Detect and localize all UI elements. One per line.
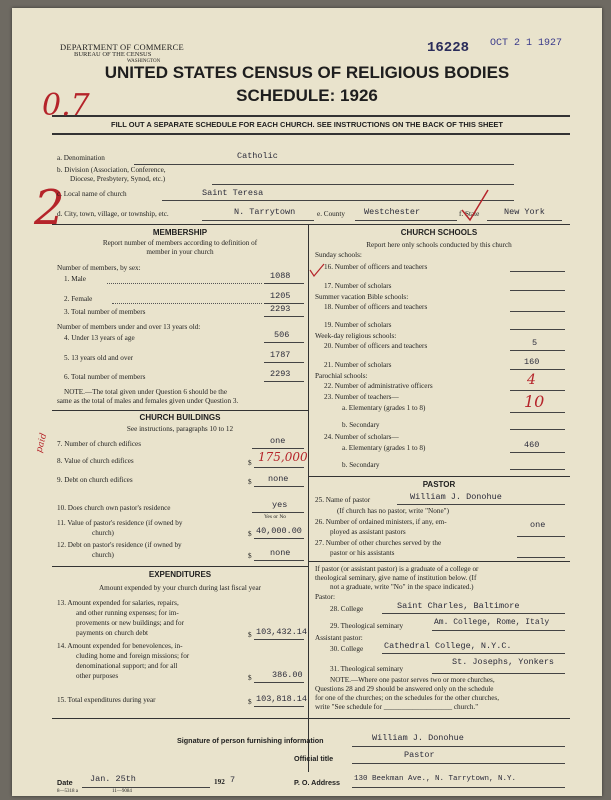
buildings-title: CHURCH BUILDINGS [139, 413, 221, 422]
membership-intro: Report number of members according to definition of [102, 239, 258, 247]
received-stamp: OCT 2 1 1927 [490, 38, 563, 49]
city-label: d. City, town, village, or township, etc. [57, 210, 169, 218]
bureau-name: BUREAU OF THE CENSUS [74, 51, 152, 58]
form-title: UNITED STATES CENSUS OF RELIGIOUS BODIES [104, 63, 510, 82]
pastor-title: PASTOR [422, 480, 456, 489]
serial-number: 16228 [427, 40, 470, 56]
total-expenditures-value: 103,818.14 [256, 694, 308, 704]
edifice-debt-value: none [268, 474, 289, 484]
pastor-seminary-value: Am. College, Rome, Italy [434, 618, 550, 627]
pastor-name-value: William J. Donohue [410, 492, 502, 502]
running-expenses-value: 103,432.14 [256, 627, 308, 637]
state-value: New York [504, 207, 545, 217]
male-value: 1088 [270, 271, 291, 281]
elementary-scholars-value: 460 [524, 440, 540, 450]
po-address-value: 130 Beekman Ave., N. Tarrytown, N.Y. [354, 775, 517, 783]
schools-title: CHURCH SCHOOLS [400, 228, 478, 237]
check-mark-icon [462, 190, 488, 220]
county-value: Westchester [364, 207, 421, 217]
elementary-teachers-value: 10 [524, 392, 545, 411]
signature-value: William J. Donohue [372, 733, 464, 743]
admin-officers-value: 4 [527, 372, 536, 388]
edifice-value: 175,000 [258, 450, 308, 464]
city-name: WASHINGTON [127, 59, 161, 64]
female-value: 1205 [270, 291, 291, 301]
form-instruction: FILL OUT A SEPARATE SCHEDULE FOR EACH CHURCH. SEE INSTRUCTIONS ON THE BACK OF THIS SHEET [111, 120, 503, 129]
year-value: 7 [230, 775, 236, 785]
check-mark-icon [310, 264, 324, 276]
check-marks [302, 178, 552, 388]
division-label: b. Division (Association, Conference, [57, 166, 166, 174]
denomination-label: a. Denomination [57, 154, 105, 162]
weekday-scholars-value: 160 [524, 357, 540, 367]
total-members-2-value: 2293 [270, 369, 291, 379]
over-13-value: 1787 [270, 350, 291, 360]
city-value: N. Tarrytown [234, 207, 296, 217]
under-13-value: 506 [274, 330, 290, 340]
division-label-2: Diocese, Presbytery, Synod, etc.) [70, 175, 166, 183]
church-name-value: Saint Teresa [202, 188, 264, 198]
church-name-label: c. Local name of church [57, 190, 127, 198]
total-members-value: 2293 [270, 304, 291, 314]
denomination-value: Catholic [237, 151, 278, 161]
weekday-teachers-value: 5 [532, 338, 538, 348]
dept-name: DEPARTMENT OF COMMERCE [60, 42, 184, 52]
expenditures-title: EXPENDITURES [148, 570, 212, 579]
handwritten-code: 0.7 [42, 88, 90, 123]
assistant-college-value: Cathedral College, N.Y.C. [384, 641, 512, 651]
residence-value: 40,000.00 [256, 526, 302, 536]
official-title-value: Pastor [404, 750, 435, 760]
state-label: f. State [459, 210, 480, 218]
census-form: DEPARTMENT OF COMMERCE BUREAU OF THE CENSUS WASHINGTON 16228 OCT 2 1 1927 UNITED STATES CENSUS OF RELIGIOUS BODIES SCHEDULE: 1926 FILL OUT A SEPARATE SCHEDULE FOR EACH CHURCH. SEE INSTRUCTIONS ON THE BACK OF THIS SHEET 0.7 2 paid a. Denomination Catholic b. Division (Association, Conference, Diocese, Presbytery, Synod, etc.) c. Local name of church Saint Teresa d. City, town, village, or township, etc. N. Tarrytown e. County Westchester f. State New York MEMBERSHIP Report number of members according to definition of member in your church Number of members, by sex: 1. Male 1088 2. Female 1205 3. Total number of members 2293 Number of members under and over 13 years old: 4. Under 13 years of age 506 5. 13 years old and over 1787 6. Total number of members 2293 NOTE.—The total given under Question 6 should be the same as the total of males and females given under Question 3. CHURCH BUILDINGS See instructions, paragraphs 10 to 12 7. Number of church edifices one 8. Value of church edifices $ 175,000 9. Debt on church edifices $ none 10. Does church own pastor's residence yes Yes or No 11. Value of pastor's residence (if owned by church) $ 40,000.00 12. Debt on pastor's residence (if owned by church) $ none EXPENDITURES Amount expended by your church during last fiscal year 13. Amount expended for salaries, repairs, and other running expenses; for im- provements or new buildings; and for payments on church debt $ 103,432.14 14. Amount expended for benevolences, in- cluding home and foreign missions; for denominational support; and for all other purposes $ 386.00 15. Total expenditures during year $ 103,818.14 CHURCH SCHOOLS Report here only schools conducted by this church Sunday schools: 16. Number of officers and teachers 17. Number of scholars Summer vacation Bible schools: 18. Number of officers and teachers 19. Number of scholars Week-day religious schools: 20. Number of officers and teachers 5 21. Number of scholars 160 Parochial schools: 22. Number of administrative officers 4 23. Number of teachers— a. Elementary (grades 1 to 8) 10 b. Secondary 24. Number of scholars— a. Elementary (grades 1 to 8) 460 b. Secondary PASTOR 25. Name of pastor William J. Donohue (If church has no pastor, write "None") 26. Number of ordained ministers, if any, em- ployed as assistant pastors one 27. Number of other churches served by the pastor or his assistants If pastor (or assistant pastor) is a graduate of a college or theological seminary, give name of institution below. (If not a graduate, write "No" in the space indicated.) Pastor: 28. College Saint Charles, Baltimore 29. Theological seminary Am. College, Rome, Italy Assistant pastor: 30. College Cathedral College, N.Y.C. 31. Theological seminary St. Josephs, Yonkers NOTE.—Where one pastor serves two or more churches, Questions 28 and 29 should be answered only on the schedule for one of the churches; on the schedules for the other churches, write "See schedule for ___________________ church." Signature of person furnishing information William J. Donohue Official title Pastor Date Jan. 25th 192 7 P. O. Address 130 Beekman Ave., N. Tarrytown, N.Y. 8—5318 a 11—9084 [12, 8, 602, 796]
owns-residence-value: yes [272, 500, 288, 510]
handwritten-mark: 2 [34, 180, 65, 236]
county-label: e. County [317, 210, 345, 218]
date-value: Jan. 25th [90, 774, 136, 784]
assistant-seminary-value: St. Josephs, Yonkers [452, 657, 555, 667]
handwritten-margin-note: paid [34, 432, 50, 454]
edifices-value: one [270, 436, 286, 446]
membership-title: MEMBERSHIP [152, 228, 208, 237]
residence-debt-value: none [270, 548, 291, 558]
form-subtitle: SCHEDULE: 1926 [236, 86, 378, 105]
benevolences-value: 386.00 [272, 670, 303, 680]
assistant-count-value: one [530, 520, 546, 530]
pastor-college-value: Saint Charles, Baltimore [397, 601, 520, 611]
